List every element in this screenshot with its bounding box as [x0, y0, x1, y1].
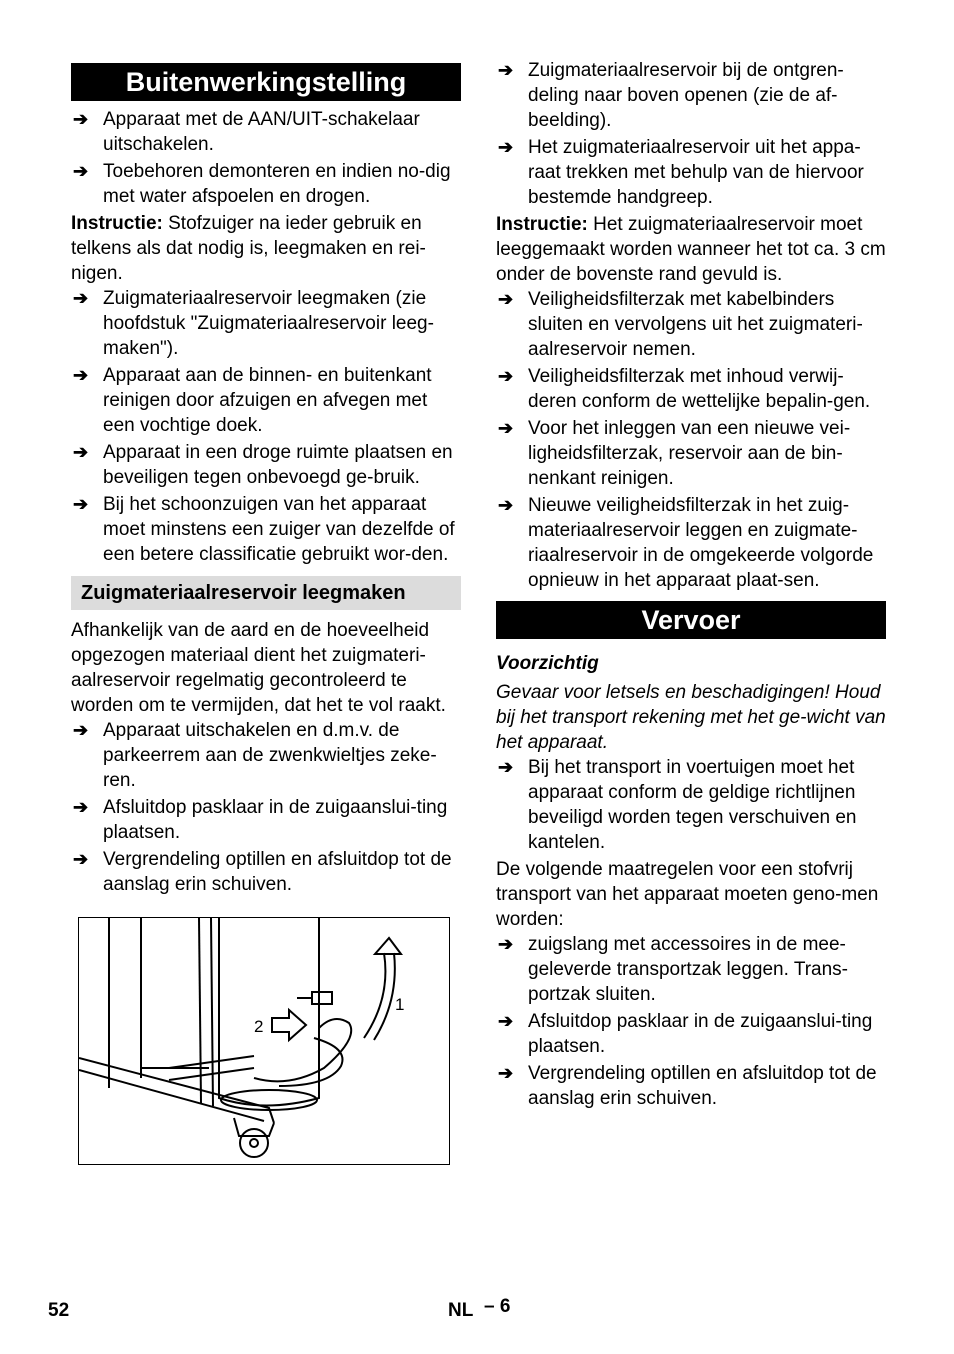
- arrow-right-icon: ➔: [498, 137, 514, 157]
- list-item: ➔ zuigslang met accessoires in de mee-geleverde transportzak leggen. Trans-portzak sluiten.: [498, 934, 849, 1005]
- arrow-right-icon: ➔: [498, 289, 514, 309]
- section-heading-vervoer: Vervoer: [496, 601, 886, 639]
- arrow-right-icon: ➔: [498, 757, 514, 777]
- vacuum-diagram: [79, 918, 449, 1164]
- list-item: ➔ Vergrendeling optillen en afsluitdop tot de aanslag erin schuiven.: [498, 1063, 877, 1109]
- left-column: [71, 58, 461, 1165]
- list-item: ➔ Afsluitdop pasklaar in de zuigaanslui-ting plaatsen.: [498, 1011, 873, 1057]
- caution-title: Voorzichtig: [496, 653, 599, 674]
- arrow-right-icon: ➔: [498, 1063, 514, 1083]
- list-item: ➔ Afsluitdop pasklaar in de zuigaanslui-ting plaatsen.: [73, 797, 448, 843]
- section-heading-buitenwerkingstelling: Buitenwerkingstelling: [71, 63, 461, 101]
- list-item: ➔ Nieuwe veiligheidsfilterzak in het zuig-materiaalreservoir leggen en zuigmate-riaalreservoir in de omgekeerde volgorde opnieuw in het apparaat plaat-sen.: [498, 495, 874, 591]
- page-number: 52: [48, 1300, 70, 1321]
- arrow-right-icon: ➔: [73, 365, 89, 385]
- list-item: ➔ Zuigmateriaalreservoir leegmaken (zie hoofdstuk "Zuigmateriaalreservoir leeg-maken").: [73, 288, 434, 359]
- arrow-right-icon: ➔: [498, 418, 514, 438]
- list-item: ➔ Veiligheidsfilterzak met kabelbinders sluiten en vervolgens uit het zuigmateri-aalreservoir nemen.: [498, 289, 863, 360]
- arrow-right-icon: ➔: [73, 720, 89, 740]
- instruction-note: Instructie: Stofzuiger na ieder gebruik en telkens als dat nodig is, leegmaken en rei-nigen.: [71, 213, 426, 284]
- list-item: ➔ Het zuigmateriaalreservoir uit het appa-raat trekken met behulp van de hiervoor bestemde handgreep.: [498, 137, 864, 208]
- arrow-right-icon: ➔: [73, 442, 89, 462]
- arrow-right-icon: ➔: [73, 288, 89, 308]
- arrow-right-icon: ➔: [73, 797, 89, 817]
- list-item: ➔ Apparaat uitschakelen en d.m.v. de parkeerrem aan de zwenkwieltjes zeke-ren.: [73, 720, 437, 791]
- paragraph: De volgende maatregelen voor een stofvrij transport van het apparaat moeten geno-men worden:: [496, 859, 879, 930]
- vacuum-container-illustration: [78, 917, 450, 1165]
- subsection-heading-leegmaken: Zuigmateriaalreservoir leegmaken: [71, 576, 461, 610]
- right-column: [496, 58, 886, 1113]
- caution-text: Gevaar voor letsels en beschadigingen! Houd bij het transport rekening met het ge-wicht van het apparaat.: [496, 682, 886, 753]
- list-item: ➔ Bij het schoonzuigen van het apparaat moet minstens een zuiger van dezelfde of een betere classificatie gebruikt wor-den.: [73, 494, 455, 565]
- language-code: NL: [448, 1300, 474, 1321]
- list-item: ➔ Bij het transport in voertuigen moet het apparaat conform de geldige richtlijnen beveiligd worden tegen verschuiven en kantelen.: [498, 757, 857, 853]
- list-item: ➔ Zuigmateriaalreservoir bij de ontgren-deling naar boven openen (zie de af-beelding).: [498, 60, 844, 131]
- list-item: ➔ Veiligheidsfilterzak met inhoud verwij-deren conform de wettelijke bepalin-gen.: [498, 366, 871, 412]
- figure-label-2: 2: [254, 1017, 264, 1036]
- arrow-right-icon: ➔: [73, 849, 89, 869]
- arrow-right-icon: ➔: [73, 161, 89, 181]
- arrow-right-icon: ➔: [498, 60, 514, 80]
- list-item: ➔ Toebehoren demonteren en indien no-dig met water afspoelen en drogen.: [73, 161, 451, 207]
- figure-label-1: 1: [395, 995, 405, 1014]
- list-item: ➔ Vergrendeling optillen en afsluitdop tot de aanslag erin schuiven.: [73, 849, 452, 895]
- arrow-right-icon: [272, 1010, 306, 1040]
- list-item: ➔ Voor het inleggen van een nieuwe vei-ligheidsfilterzak, reservoir aan de bin-nenkant reinigen.: [498, 418, 851, 489]
- arrow-right-icon: ➔: [498, 495, 514, 515]
- list-item: ➔ Apparaat aan de binnen- en buitenkant reinigen door afzuigen en afvegen met een vochtige doek.: [73, 365, 432, 436]
- arrow-right-icon: ➔: [498, 1011, 514, 1031]
- instruction-note: Instructie: Het zuigmateriaalreservoir moet leeggemaakt worden wanneer het tot ca. 3 cm onder de bovenste rand gevuld is.: [496, 214, 886, 285]
- section-page: – 6: [484, 1296, 511, 1317]
- arrow-right-icon: ➔: [498, 934, 514, 954]
- paragraph: Afhankelijk van de aard en de hoeveelheid opgezogen materiaal dient het zuigmateri-aalreservoir regelmatig gecontroleerd te worden om te vermijden, dat het te vol raakt.: [71, 620, 446, 716]
- curved-arrow-up-icon: [364, 938, 401, 1040]
- list-item: ➔ Apparaat met de AAN/UIT-schakelaar uitschakelen.: [73, 109, 420, 155]
- arrow-right-icon: ➔: [73, 109, 89, 129]
- arrow-right-icon: ➔: [73, 494, 89, 514]
- list-item: ➔ Apparaat in een droge ruimte plaatsen en beveiligen tegen onbevoegd ge-bruik.: [73, 442, 453, 488]
- arrow-right-icon: ➔: [498, 366, 514, 386]
